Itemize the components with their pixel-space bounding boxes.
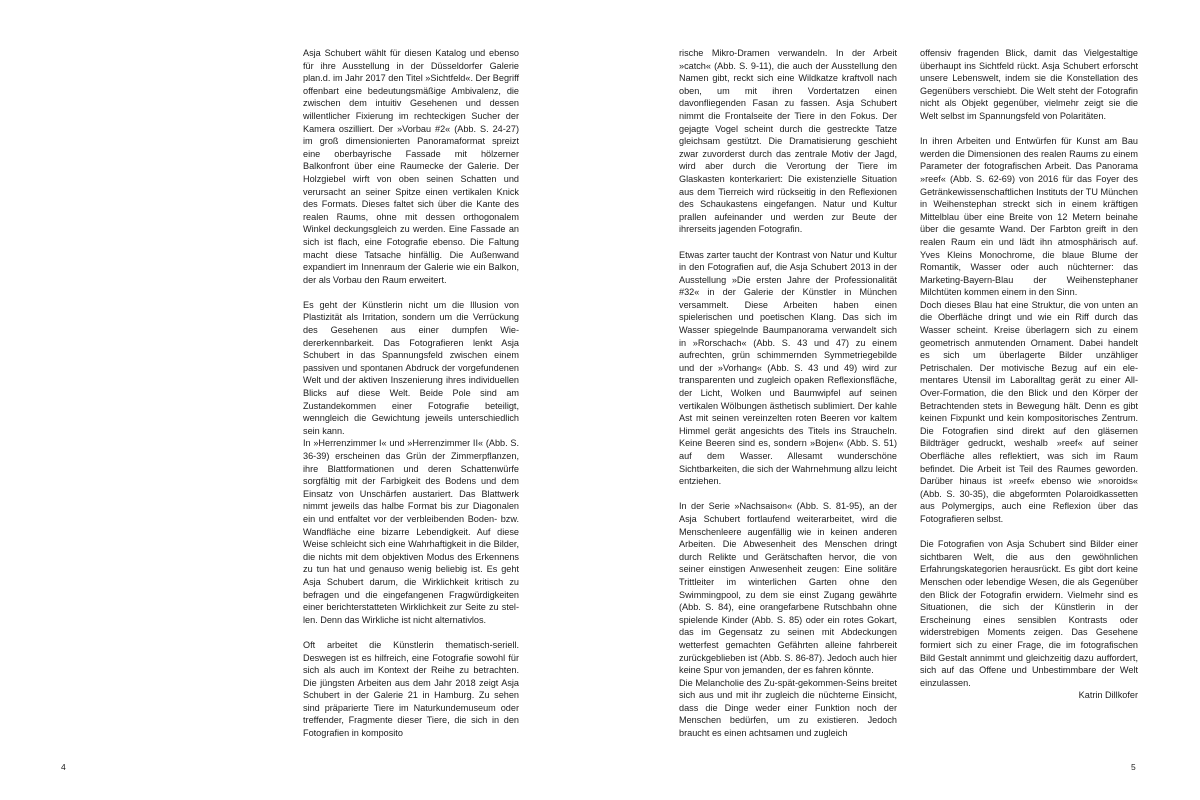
right-page-text-column-2 bbox=[920, 47, 1138, 702]
paragraph: Die Fotografien von Asja Schubert sind Bilder einer sichtbaren Welt, die aus den gewöhnlichen Erfahrungskategorien herausrückt. Es gibt dort keine Menschen oder lebendige Wesen, die als Gegenüber den Blick der Fotografin erwidern. Vielmehr sind es Situationen, die sich der Künstlerin in der Erscheinung eines sensiblen Kontrasts oder widerstrebigen Moments zeigen. Das Gesehene formiert sich zu einer Frage, die im fotografischen Bild Gestalt annimmt und gleichzeitig dazu auffordert, sich auf das Offene und Unbestimmbare der Welt einzulassen. bbox=[920, 539, 1138, 688]
paragraph: In ihren Arbeiten und Entwürfen für Kunst am Bau werden die Dimensionen des realen Raums zu einem Parameter der fotografischen Arbeit. Das Panorama »reef« (Abb. S. 62-69) von 2016 für das Foyer des Getränkewissenschaftlichen Instituts der TU München in Weihenstephan streckt sich in einem kräftigen Mittelblau über eine Breite von 12 Metern beinahe über die gesamte Wand. Der Farbton greift in den realen Raum ein und lädt ihn atmosphärisch auf. Yves Kleins Monochrome, die blaue Blume der Romantik, Wasser oder auch nüchterner: das Marketing-Bayern-Blau der Weihenstephaner Milchtüten kommen einem in den Sinn. bbox=[920, 136, 1138, 298]
page-number-right: 5 bbox=[1131, 762, 1136, 772]
paragraph: Doch dieses Blau hat eine Struktur, die von unten an die Oberfläche dringt und wie ein Riff durch das Wasser scheint. Kreise überlagern sich zu einem geometrisch anmutenden Ornament. Dabei handelt es sich um überlagerte Bilder unzähliger Petrischalen. Der motivische Bezug auf ein elementares Utensil im Laboralltag gerät zu einer All-Over-Formation, die den Blick und den Körper der Betrachtenden stets in Bewegung hält. Denn es gibt keinen Fixpunkt und kein kompositorisches Zentrum. Die Fotografien sind direkt auf den gläsernen Bildträger gedruckt, weshalb »reef« auf seiner Oberfläche alles reflektiert, was sich im Raum befindet. Die Arbeit ist Teil des Raumes geworden. Darüber hinaus ist »reef« ebenso wie »noroids« (Abb. S. 30-35), die abgeformten Polaroidkassetten aus Polymergips, auch eine Reflexion über das Fotografieren selbst. bbox=[920, 299, 1138, 524]
paragraph: rische Mikro-Dramen verwandeln. In der Arbeit »catch« (Abb. S. 9-11), die auch der Ausstellung den Namen gibt, reckt sich eine Wildkatze kraftvoll nach oben, um mit ihren Vordertatzen einen davonfliegenden Fasan zu fassen. Asja Schubert nimmt die Frontalseite der Tiere in den Fokus. Der gejagte Vogel scheint durch die gestreckte Tatze gleichsam gestützt. Die Dramatisierung geschieht zwar zuvorderst durch das zentrale Motiv der Jagd, wird aber durch die Verortung der Tiere im Glaskasten konterkariert: Die existenzielle Situation aus dem Tierreich wird rückseitig in den Reflexionen des Schaukastens eingefangen. Natur und Kultur prallen aufeinander und werden zur Beute der ihrerseits jagenden Fotografin. bbox=[679, 48, 897, 235]
paragraph: In der Serie »Nachsaison« (Abb. S. 81-95), an der Asja Schubert fortlaufend weiterarbeitet, wird die Menschenleere augenfällig wie in keinen anderen Arbeiten. Die Abwesenheit des Menschen dringt durch Relikte und Gerätschaften hervor, die von seiner einstigen Anwesenheit zeugen: Eine solitäre Trittleiter im winterlichen Garten ohne den Swimmingpool, zu dem sie einst Zugang gewährte (Abb. S. 84), eine orangefarbene Rutschbahn ohne spielende Kinder (Abb. S. 85) oder ein rotes Gokart, das im Gegensatz zu seinen mit Abdeckungen wetterfest gemachten Gefährten alleine fahrbereit zurückgeblieben ist (Abb. S. 86-87). Jedoch auch hier keine Spur von jemanden, der es fahren könnte. bbox=[679, 501, 897, 676]
paragraph: Es geht der Künstlerin nicht um die Illusion von Plastizität als Irritation, sondern um die Verrückung des Gesehenen aus einer dumpfen Wiedererkennbarkeit. Das Fotografieren lenkt Asja Schubert in das Spannungsfeld zwischen einem passiven und spontanen Abdruck der vorgefundenen Welt und der aktiven Inszenierung ihres individuellen Blicks auf diese Welt. Beide Pole sind am Zustandekommen einer Fotografie beteiligt, wenngleich die Gewichtung jeweils unterschiedlich sein kann. bbox=[303, 299, 519, 436]
paragraph: Oft arbeitet die Künstlerin thematisch-seriell. Deswegen ist es hilfreich, eine Fotografie sowohl für sich als auch im Kontext der Reihe zu betrachten. Die jüngsten Arbeiten aus dem Jahr 2018 zeigt Asja Schubert in der Galerie 21 in Hamburg. Zu sehen sind präparierte Tiere im Naturkundemuseum oder treffender, Fragmente dieser Tiere, die sich in den Fotografien in komposito bbox=[303, 639, 519, 739]
paragraph: In »Herrenzimmer I« und »Herrenzimmer II« (Abb. S. 36-39) erscheinen das Grün der Zimmerpflanzen, ihre Blattformationen und deren Schattenwürfe sorgfältig mit der Farbigkeit des Bodens und dem Einsatz von Unschärfen austariert. Das Blattwerk nimmt jeweils das halbe Format bis zur Diagonalen ein und entfaltet vor der verbleibenden Boden- bzw. Wandfläche eine bizarre Lebendigkeit. Auf diese Weise schleicht sich eine Wahrhaftigkeit in die Bilder, die nichts mit dem objektiven Modus des Erkennens zu tun hat und genauso wenig beliebig ist. Es geht Asja Schubert darum, die Wirklichkeit kritisch zu befragen und die eingefangenen Fragwürdigkeiten einer berichterstatteten Wirklichkeit zur Seite zu stellen. Denn das Wirkliche ist nicht alternativlos. bbox=[303, 438, 519, 625]
paragraph: Die Melancholie des Zu-spät-gekommen-Seins breitet sich aus und mit ihr zugleich die nüchterne Einsicht, dass die Dinge weder einer Funktion noch der Menschen bedürfen, um zu existieren. Jedoch braucht es einen achtsamen und zugleich bbox=[679, 677, 897, 739]
author-signature: Katrin Dillkofer bbox=[1078, 690, 1138, 701]
paragraph: offensiv fragenden Blick, damit das Vielgestaltige überhaupt ins Sichtfeld rückt. Asja Schubert erforscht unsere Lebenswelt, indem sie die Konstellation des Gegenübers verschiebt. Die Welt steht der Fotografin nicht als Objekt gegenüber, vielmehr zeigt sie die Welt selbst im Spannungsfeld von Polaritäten. bbox=[920, 48, 1138, 121]
paragraph: Etwas zarter taucht der Kontrast von Natur und Kultur in den Fotografien auf, die Asja Schubert 2013 in der Ausstellung »Die ersten Jahre der Professionalität #32« in der Galerie der Künstler in München versammelt. Diese Arbeiten haben einen spielerischen und poetischen Klang. Das sich im Wasser spiegelnde Baumpanorama verwandelt sich in »Rorschach« (Abb. S. 43 und 47) zu einem aufrechten, grün schimmernden Symmetriegebilde und der »Vorhang« (Abb. S. 43 und 49) wird zur transparenten und zugleich opaken Reflexionsfläche, der Licht, Wolken und Baumwipfel auf seinen vertikalen Wölbungen ästhetisch sublimiert. Der kahle Ast mit seinen vereinzelten roten Beeren vor kaltem Himmel gerät angesichts des Titels ins Straucheln. Keine Beeren sind es, sondern »Bojen« (Abb. S. 51) auf dem Wasser. Allesamt wunderschöne Sichtbarkeiten, die sich der Wahrnehmung allzu leicht entziehen. bbox=[679, 249, 897, 487]
right-page-text-column-1 bbox=[679, 47, 897, 740]
left-page-text-column bbox=[303, 47, 519, 740]
page-number-left: 4 bbox=[61, 762, 66, 772]
paragraph: Asja Schubert wählt für diesen Katalog und ebenso für ihre Ausstellung in der Düsseldorfer Galerie plan.d. im Jahr 2017 den Titel »Sichtfeld«. Der Begriff offenbart eine bedeutungsmäßige Ambivalenz, die zwischen dem intuitiv Gesehenen und dessen willentlicher Fixierung im rechteckigen Sucher der Kamera oszilliert. Der »Vorbau #2« (Abb. S. 24-27) im groß dimensionierten Panoramaformat spreizt eine oberbayrische Fassade mit hölzerner Balkonfront über eine Raumecke der Galerie. Der Holzgiebel wirft von oben seinen Schatten und verursacht an seiner Spitze einen vertikalen Knick des Formats. Dieses faltet sich über die Kante des realen Raums, ohne mit dessen orthogonalem Winkel deckungsgleich zu werden. Eine Fassade an sich ist flach, eine Fotografie ebenso. Die Faltung macht diese Tatsache hinfällig. Die Außenwand expandiert im Innenraum der Galerie wie ein Balkon, der als Vorbau den Raum erweitert. bbox=[303, 48, 519, 285]
right-page bbox=[600, 0, 1200, 800]
